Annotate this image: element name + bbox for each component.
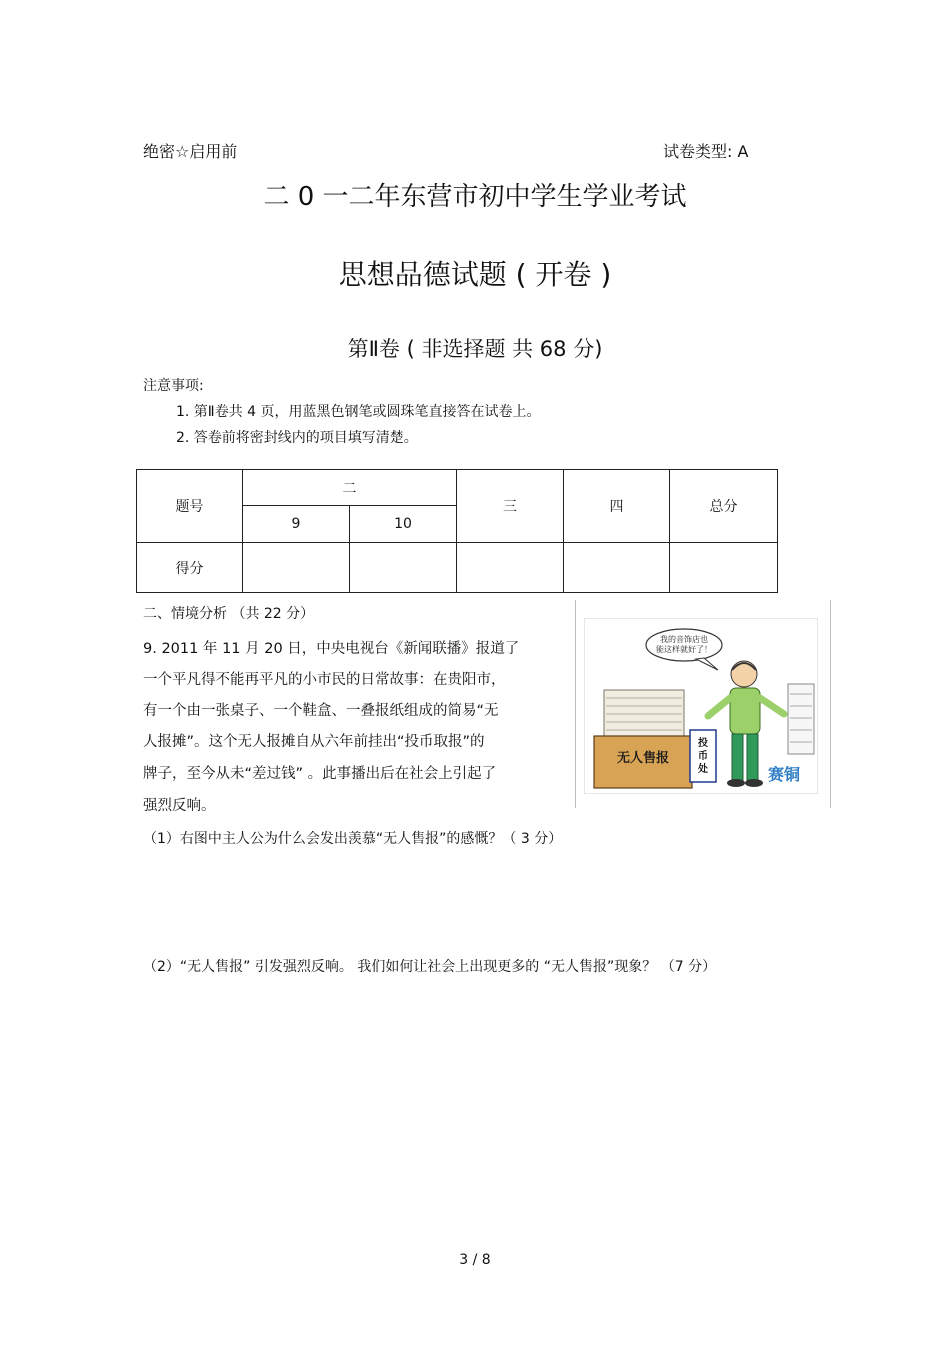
paper-type-label: 试卷类型: A xyxy=(663,142,749,161)
sub-10-cell: 10 xyxy=(350,506,457,543)
cartoon-illustration xyxy=(584,618,818,794)
question-line: 强烈反响。 xyxy=(143,798,216,814)
score-blank-cell[interactable] xyxy=(457,543,564,593)
notice-item: 1. 第Ⅱ卷共 4 页，用蓝黑色钢笔或圆珠笔直接答在试卷上。 xyxy=(176,404,541,420)
notice-heading: 注意事项: xyxy=(143,378,204,394)
question-line: 9. 2011 年 11 月 20 日，中央电视台《新闻联播》报道了 xyxy=(143,641,520,657)
speech-text: 我的音饰店也 xyxy=(660,635,708,644)
group-two-cell: 二 xyxy=(243,470,457,506)
artist-signature: 赛铜 xyxy=(767,765,801,784)
speech-text: 能这样就好了！ xyxy=(656,645,712,654)
coin-label-char: 币 xyxy=(698,751,708,762)
coin-label-char: 处 xyxy=(698,764,708,775)
notice-item: 2. 答卷前将密封线内的项目填写清楚。 xyxy=(176,430,418,446)
score-table xyxy=(136,469,778,593)
subject-title: 思想品德试题 ( 开卷 ) xyxy=(338,258,612,291)
question-line: 有一个由一张桌子、一个鞋盒、一叠报纸组成的简易“无 xyxy=(143,703,499,719)
section-four-cell: 四 xyxy=(564,470,670,543)
secret-label: 绝密☆启用前 xyxy=(143,142,238,161)
coin-label-char: 投 xyxy=(698,738,708,749)
question-1: （1）右图中主人公为什么会发出羡慕“无人售报”的感慨？（ 3 分） xyxy=(143,831,563,847)
page-number: 3 / 8 xyxy=(459,1252,491,1268)
question-line: 人报摊”。这个无人报摊自从六年前挂出“投币取报”的 xyxy=(143,734,485,750)
score-label-cell: 得分 xyxy=(137,543,243,593)
score-blank-cell[interactable] xyxy=(670,543,778,593)
score-blank-cell[interactable] xyxy=(564,543,670,593)
volume-title: 第Ⅱ卷 ( 非选择题 共 68 分) xyxy=(347,337,603,361)
section-three-cell: 三 xyxy=(457,470,564,543)
exam-title: 二 0 一二年东营市初中学生学业考试 xyxy=(263,182,687,212)
score-blank-cell[interactable] xyxy=(243,543,350,593)
row-header-cell: 题号 xyxy=(137,470,243,543)
question-line: 牌子，至今从未“差过钱” 。此事播出后在社会上引起了 xyxy=(143,766,497,782)
score-blank-cell[interactable] xyxy=(350,543,457,593)
box-label: 无人售报 xyxy=(616,751,670,766)
question-2: （2）“无人售报” 引发强烈反响。 我们如何让社会上出现更多的 “无人售报”现象？ （7 分） xyxy=(143,959,717,975)
section-heading: 二、情境分析 （共 22 分） xyxy=(143,606,315,622)
total-cell: 总分 xyxy=(670,470,778,543)
question-line: 一个平凡得不能再平凡的小市民的日常故事：在贵阳市， xyxy=(143,672,506,688)
sub-9-cell: 9 xyxy=(243,506,350,543)
